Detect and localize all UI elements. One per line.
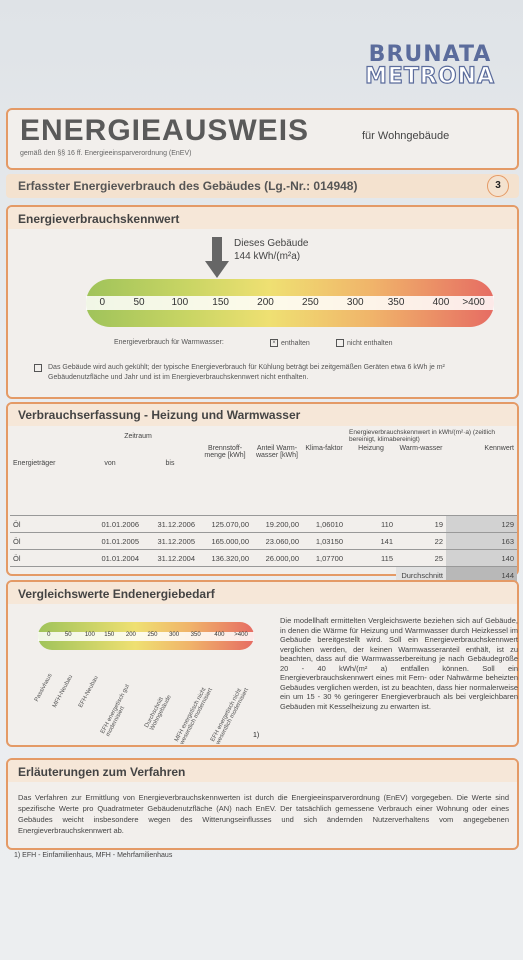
comparison-scale (38, 622, 254, 650)
group-zeitraum: Zeitraum (124, 432, 152, 440)
scale-tick: 300 (169, 632, 180, 638)
title-box (6, 108, 519, 170)
table-cell: Öl (10, 516, 78, 533)
logo-line-2: METRONA (364, 64, 495, 89)
vergleich-section (6, 580, 519, 747)
scale-tick: 50 (133, 297, 145, 308)
comparison-label: Durchschnitt Wohngebäude (144, 694, 173, 732)
scale-tick: 150 (212, 297, 229, 308)
title-suffix: für Wohngebäude (362, 130, 450, 142)
cooling-note-text: Das Gebäude wird auch gekühlt; der typische Energieverbrauch für Kühlung beträgt bei zeitgemäßen Geräten etwa 6 kWh je m² Gebäudenutzfläche und Jahr und ist im Energieverbrauchskennwert nicht enthalten. (48, 364, 445, 381)
building-label: Dieses Gebäude (234, 238, 309, 249)
scale-tick: >400 (234, 632, 248, 638)
verbrauch-section (6, 402, 519, 580)
scale-tick: 150 (104, 632, 115, 638)
scale-tick: 400 (432, 297, 450, 308)
table-cell: 31.12.2005 (142, 533, 198, 550)
verfahren-title: Erläuterungen zum Verfahren (18, 765, 186, 779)
table-group-header (10, 428, 517, 444)
col-header: von (104, 460, 116, 467)
scale-tick: 100 (84, 632, 95, 638)
enthalten-label: enthalten (281, 339, 310, 347)
col-header: Energieträger (13, 460, 56, 467)
warmwater-nicht-enthalten (336, 339, 393, 347)
table-cell: 140 (446, 550, 517, 567)
scale-tick: 200 (125, 632, 136, 638)
average-label: Durchschnitt (396, 567, 446, 584)
col-header: bis (165, 460, 175, 467)
table-cell: 19 (396, 516, 446, 533)
col-header: Brennstoff-menge [kWh] (204, 445, 246, 459)
empty-cell (198, 428, 346, 444)
verfahren-text: Das Verfahren zur Ermittlung von Energieverbrauchskennwerten ist durch die Energieeinsparverordnung (EnEV) vorgegeben. Die Werte sind spezifische Werte pro Quadratmeter Gebäudenutzfläche (AN) nach EnEV. Der tatsächlich gemessene Verbrauch einer Wohnung oder eines Gebäudes weicht insbesondere wegen des Witterungseinflusses und sich ändernden Nutzerverhaltens vom angegebenen Energieverbrauchskennwert ab. (18, 793, 509, 835)
table-cell: 01.01.2004 (78, 550, 142, 567)
table-cell: 1,03150 (302, 533, 346, 550)
comparison-label: Passivhaus (34, 672, 54, 703)
table-cell: 136.320,00 (198, 550, 252, 567)
energy-scale (86, 279, 494, 327)
table-cell: 141 (346, 533, 396, 550)
table-cell: 22 (396, 533, 446, 550)
cooling-note (48, 363, 497, 383)
empty-cell (10, 428, 78, 444)
scale-tick: 350 (190, 632, 201, 638)
table-cell: 110 (346, 516, 396, 533)
table-cell: 1,07700 (302, 550, 346, 567)
scale-tick: 350 (387, 297, 405, 308)
vergleich-title: Vergleichswerte Endenergiebedarf (18, 587, 215, 601)
comparison-label: MFH-Neubau (52, 674, 75, 709)
table-header (10, 444, 517, 516)
table-cell: 26.000,00 (252, 550, 302, 567)
band-title: Erfasster Energieverbrauch des Gebäudes (Lg.-Nr.: 014948) (18, 179, 358, 193)
kennwert-section (6, 205, 519, 399)
page-number-badge: 3 (487, 175, 509, 197)
table-cell: Öl (10, 533, 78, 550)
table-cell: 115 (346, 550, 396, 567)
scale-tick: 250 (302, 297, 319, 308)
scale-tick: 0 (99, 297, 106, 308)
comparison-label: MFH energetisch nicht wesentlich modernisiert (174, 686, 215, 746)
col-header: Klima-faktor (305, 445, 343, 452)
scale-tick: 300 (346, 297, 364, 308)
kennwert-title: Energieverbrauchskennwert (18, 212, 180, 226)
group-kennwert: Energieverbrauchskennwert in kWh/(m²·a) (zeitlich bereinigt, klimabereinigt) (349, 429, 495, 443)
scale-tick: 50 (64, 632, 72, 638)
comparison-label: EFH-Neubau (78, 675, 100, 709)
logo-line-1: BRUNATA (368, 42, 492, 67)
consumption-table (10, 428, 517, 583)
table-cell: 19.200,00 (252, 516, 302, 533)
table-row (10, 550, 517, 567)
vergleich-text: Die modellhaft ermittelten Vergleichswerte beziehen sich auf Gebäude, in denen die Wärme für Heizung und Warmwasser durch Heizkessel im Gebäude bereitgestellt wird. Soll ein Energieverbrauchskennwert verglichen werden, der keinen Warmwasseranteil enthält, ist zu beachten, dass auf die Warmwasserbereitung je nach Gebäudegröße 20 - 40 kWh/(m² a) entfallen können. Soll ein Energieverbrauchskennwert eines mit Fern- oder Nahwärme beheizten Gebäudes verglichen werden, ist zu beachten, dass hier normalerweise ein um 15 - 30 % geringerer Energieverbrauch als bei vergleichbaren Gebäuden mit Kesselheizung zu erwarten ist. (280, 616, 518, 711)
scale-tick: 0 (47, 632, 51, 638)
table-cell: 25 (396, 550, 446, 567)
verbrauch-title: Verbrauchserfassung - Heizung und Warmwasser (18, 408, 301, 422)
table-cell: 31.12.2006 (142, 516, 198, 533)
average-value: 144 (446, 567, 517, 584)
col-header: Kennwert (484, 445, 514, 452)
warmwater-enthalten (270, 339, 310, 347)
scale-tick: 400 (214, 632, 225, 638)
table-cell: 129 (446, 516, 517, 533)
table-cell: Öl (10, 550, 78, 567)
empty-checkbox-icon (34, 364, 42, 372)
building-marker (234, 237, 309, 263)
checked-checkbox-icon: × (270, 339, 278, 347)
scale-tick: 100 (171, 297, 189, 308)
empty-checkbox-icon (336, 339, 344, 347)
building-value: 144 kWh/(m²a) (234, 251, 301, 262)
page-title: ENERGIEAUSWEIS (20, 114, 310, 147)
table-cell: 01.01.2005 (78, 533, 142, 550)
footnote-marker: 1) (253, 732, 260, 739)
brunata-metrona-logo (365, 44, 495, 88)
warmwater-legend-label: Energieverbrauch für Warmwasser: (114, 339, 224, 346)
table-cell: 01.01.2006 (78, 516, 142, 533)
title-subtitle: gemäß den §§ 16 ff. Energieeinsparverordnung (EnEV) (20, 150, 192, 157)
col-header: Heizung (358, 445, 384, 452)
scale-tick: 250 (147, 632, 158, 638)
table-row (10, 533, 517, 550)
verfahren-section (6, 758, 519, 850)
table-cell: 1,06010 (302, 516, 346, 533)
table-cell: 23.060,00 (252, 533, 302, 550)
section-band (6, 174, 519, 198)
scale-tick: >400 (462, 297, 485, 308)
table-row (10, 516, 517, 533)
table-cell: 31.12.2004 (142, 550, 198, 567)
table-cell: 125.070,00 (198, 516, 252, 533)
page-footnote: 1) EFH - Einfamilienhaus, MFH - Mehrfamilienhaus (14, 852, 173, 859)
nicht-enthalten-label: nicht enthalten (347, 339, 393, 347)
table-cell: 165.000,00 (198, 533, 252, 550)
table-cell: 163 (446, 533, 517, 550)
col-header: Warm-wasser (399, 445, 443, 452)
col-header: Anteil Warm-wasser [kWh] (255, 445, 298, 459)
comparison-label: EFH energetisch gut modernisiert (100, 683, 131, 738)
comparison-label: EFH energetisch nicht wesentlich modernisiert (210, 687, 251, 746)
scale-tick: 200 (257, 297, 274, 308)
down-arrow-icon (204, 237, 230, 279)
